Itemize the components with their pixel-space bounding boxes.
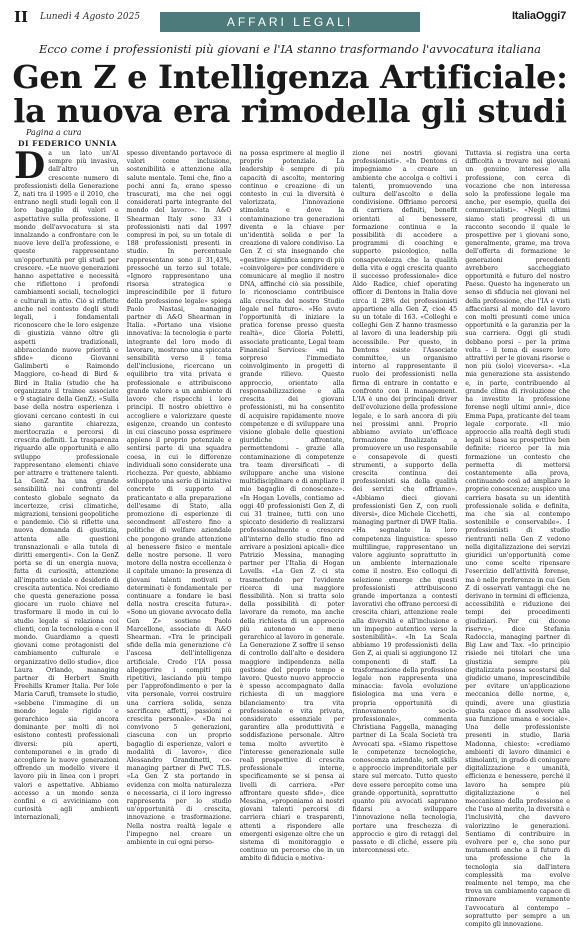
column-text: Tuttavia si registra una certa difficoltà a trovare nei giovani un genuino interesse alla professione, con cerca di vocazione che non interessa solo la professione legale ma anche, per esempio, quella dei commercialisti». «Negli ultimi siamo stati progressi di un racconto secondo il quale le prospettive per i giovani sono, generalmente, grame, ma trova dell'offerta di formazione le generazioni precedenti avrebbero saccheggiato opportunità e futuro del nostro Paese. Questo ha ingenerato un senso di sfiducia nei giovani nel della professione, che l'IA e visti affacciarsi al mondo del lavoro con molti presunti come unica opportunità e la garanzia per la sua carriera. Oggi gli studi debbano porsi – per la prima volta – il tema di essere loro attrattivi per le giovani risorse e non più (solo) viceversa». «La mia generazione sta assistendo e, in parte, contribuendo al grande clima di rivoluzione che ha investito la professione forense negli ultimi anni», dice Emma Papa, praticante del team legale corporate. «Il mio approccio alla realtà degli studi legali si basa su prospettive ben definite: ricerco per la mia formazione un contesto che permetta di mettersi costantemente alla prova, continuando così ad ampliare le proprie conoscenze; auspico una carriera basata su un identità professionale solida e definita, ma che sia al contempo sostenibile e conservabile». I professionisti di studio rientranti nella Gen Z vedono nella digitalizzazione dei servizi giuridici un'opportunità come uno come scelte ripensare l'esercizio dell'attività forense, ma è nelle preferenze in cui Gen Z di osservati vantaggi che ne derivano in termini di efficienza, accessibilità e riduzione dei tempi dei procedimenti giudiziari. Per cui dicono riserve», dice Stefania Radoccia, managing partner di Big Law and Tax. «Io principio risiede nei titolari che una giustizia sempre più digitalizzata possa scostarsi dal giudicio umano, imprescindibile per evitare un'applicazione meccanica delle norme, e, quindi, avere una giustizia giusta capace di assolvere alla sua funzione umana e sociale». Una delle professioniste presenti in studio, Ilaria Madonna, chiesto: «crediamo ambienti di lavoro dinamici e stimolanti, in grado di coniugare digitalizzazione e umanità, efficienza e benessere, perché il lavoro ha sempre più digitalizzazione e nel meccanismo della professione e che l'uso al merito, la diversità e l'inclusività, che davvero valorizzino le generazioni. Sentiamo di contribuire in evolvere per e, che sono pur mutamenti anche a il futuro di una professione che la tecnologia sia dall'intera complessità ma evolve realmente nel tempo, ma che trova un cambiamento capace di rinnovare veramente l'avvocatura al contempo – soprattutto per sempre a un compito gli innovazione. [465, 150, 570, 929]
article-column-5 [465, 150, 570, 929]
issue-date: Lunedì 4 Agosto 2025 [40, 12, 141, 22]
byline-author: DI FEDERICO UNNIA [18, 139, 117, 148]
section-banner: AFFARI LEGALI [160, 12, 420, 32]
headline-line-1: Gen Z e Intelligenza Artificiale: [12, 58, 568, 96]
article-body [14, 145, 570, 929]
article-column-2 [126, 150, 232, 847]
page-number: II [14, 8, 29, 26]
brand-logo: ItaliaOggi7 [511, 10, 566, 22]
article-headline [10, 60, 570, 128]
article-column-1 [14, 145, 119, 822]
byline-label: Pagina a cura [26, 128, 82, 137]
article-kicker: Ecco come i professionisti più giovani e l'IA stanno trasformando l'avvocatura italiana [38, 42, 542, 56]
column-text: na possa esprimere al meglio il proprio potenziale. La leadership è sempre di più capacità di ascolto, mentoring continuo e creazione di un contesto in cui la diversità è valorizzata, l'innovazione stimolata e dove la contaminazione tra generazioni diventa e la chiave per un'identità solida e per la creazione di valore condiviso. La Gen Z ci sta insegnando che «gestire» significa sempre di più «coinvolgere» per condividere e comunicare al meglio il nostro DNA, affinché ciò sia possibile, lo riconosciamo contribuisce alla crescita del nostro Studio legale nel futuro». «Ho avuto l'opportunità di iniziare la pratica forense presso questa realtà», dice Gloria Poletti, associate praticante, Legal team Financial Services: «mi ha sorpreso l'immediato coinvolgimento in progetti di grande rilievo. Questo approccio, orientato alla responsabilizzazione e alla crescita dei giovani professionisti, mi ha consentito di acquisire rapidamente nuove competenze e di sviluppare una visione globale delle questioni giuridiche affrontate, permettendomi – grazie alla contaminazione di competenze tra team diversificati – di sviluppare anche una visione multidisciplinare e di ampliare il mio bagaglio di conoscenze». «In Hogan Lovells, contiamo ad oggi 40 professionisti Gen Z, di cui 31 trainee, tutti con uno spiccato desiderio di realizzarsi professionalmente e crescere all'interno dello studio fino ad arrivare a posizioni apicali» dice Patrizio Messina, managing partner per l'Italia di Hogan Lovells. «La Gen Z ci sta trasmettendo per l'evidente ricerca di una maggiore flessibilità. Non si tratta solo della possibilità di poter lavorare da remoto, ma anche della richiesta di un approccio più autonomo e meno gerarchico al lavoro in generale. La Generazione Z soffre il senso di controllo dall'alto e desidera maggiore indipendenza nella gestione del proprio tempo e lavoro. Questo nuovo approccio è spesso accompagnato dalla richiesta di un maggiore bilanciamento tra vita professionale e vita privata, considerato essenziale per garantire alla produttività e soddisfazione personale. Altro tema molto avvertito è l'interesse generazionale sulle reali prospettive di crescita professionale interne, specificamente se si pensa ai livelli di carriera. «Per affrontare queste sfide», dice Messina, «proponiamo ai nostri giovani talenti percorsi di carriera chiari e trasparenti, attenti a rispondere alle emergenti esigenze oltre che un sistema di monitoraggio e continuo un percorso che in un ambito di fiducia e motiva- [239, 150, 345, 863]
article-column-4 [352, 150, 458, 855]
column-text: spesso diventando portavoce di valori come inclusione, sostenibilità e attenzione alla salute mentale. Temi che, fino a pochi anni fa, erano spesso trascurati, ma che nei oggi considerati parte integrante del mondo del lavoro». In A&O Shearman Italy sono 33 i professionisti nati dal 1997 compresi in poi, su un totale di 188 professionisti presenti in studio. In percentuale rappresentano sono il 31,43%, pressoché un terzo sul totale. «Ignoro rappresentano una risorsa strategica e imprescindibile per il futuro della professione legale» spiega Paolo Nastasi, managing partner di A&O Shearman in Italia. «Portano una visione innovativa: la tecnologia è parte integrante del loro modo di lavorare, mostrano una spiccata sensibilità verso il tema dell'inclusione, ricercano un equilibrio tra vita privata e professionale e attribuiscono grande valore a un ambiente di lavoro che rispecchi i loro principi. Il nostro obiettivo è accogliere e valorizzare queste esigenze, creando un contesto in cui ciascuno possa esprimere appieno il proprio potenziale e sentirsi parte di una squadra coesa, in cui le differenze individuali sono considerate una ricchezza. Per questo, abbiamo sviluppato una serie di iniziative concrete di supporto al praticantato e alla preparazione dell'esame di Stato, alla promozione di esperienze di secondment all'estero fino a politiche di welfare aziendale che pongono grande attenzione al benessere fisico e mentale delle nostre persone. Il vero motore della nostra eccellenza è il capitale umano: la presenza di giovani talenti motivati e determinati è fondamentale per continuare a fondare le basi della nostra crescita futura». «Sono un giovane avvocato della Gen Z» sostiene Paolo Marcellone, associate di A&O Shearman. «Tra le principali sfide della mia generazione c'è l'ascesa dell'intelligenza artificiale. Credo l'IA possa alleggerire i compiti più ripetitivi, lasciando più tempo per l'approfondimento e per la vita personale, vorrei costruire una carriera solida, senza sacrificare affetti, passioni e crescita personale». «Da noi convivono 5 generazioni, ciascuna con un proprio bagaglio di esperienze, valori e modalità di lavoro», dice Alessandro Grandinetti, co-managing partner di PwC TLS. «La Gen Z sta portando in evidenza con molta naturalezza e necessaria, ci il loro ingresso rappresenta per lo studio un'opportunità di crescita, innovazione e trasformazione. Nella nostra realtà legale e l'impegno nel creare un ambiente in cui ogni perso- [126, 150, 232, 847]
column-text: zione nei nostri giovani professionisti». «In Dentons ci impegniamo a creare un ambiente che accolga e coltivi i talenti, promuovendo una cultura dell'ascolto e della condivisione. Offriamo percorsi di carriera definiti, benefit orientati al benessere, formazione continua e la possibilità di accedere a programmi di coaching e supporto psicologico, nella consapevolezza che la qualità della vita e oggi crescita quanto il successo professionale» dice Aldo Radice, chief operating officer di Dentons in Italia dove circa il 28% dei professionisti appartiene alla Gen Z, cioè 45 su un totale di 163. «Colleghi e colleghi Gen Z hanno trasmesso al lavoro di una leadership più accessibile. Per questo, in Dentons esiste l'Associate committee, un organismo interno al rappresentante il ruolo dei professionisti nella firma di entrare in contatto e confronto con il management. L'IA è uno dei principali driver dell'evoluzione della professione legale, e lo sarà ancora di più nei prossimi anni. Proprio abbiamo avviato un'efficace formazione finalizzata a promuovere un uso responsabile e consapevole di questi strumenti, a supporto della crescita continua dei professionisti sia della qualità dei servizi che offriamo». «Abbiamo dieci giovani professionisti Gen Z, con ruoli diversi», dice Michele Cicchetti, managing partner di DWF Italia. «Ha segnalate la loro competenza linguistica: spesso multilingue, rappresentano un valore aggiunto soprattutto in un ambiente internazionale come il nostro. Eso colloqui di selezione emerge che questi professionisti attribuiscono grande importanza a contesti lavorativi che offrano percorsi di crescita chiari, attenzione reale alla diversità e all'inclusione e un impegno autentico verso la sostenibilità». «In La Scala abbiamo 19 professionisti della Gen Z, ai quali si aggiungono 12 componenti di staff. La trasformazione della professione legale non rappresenta una minaccia: favola evoluzione fisiologica ma una vera e propria opportunità di rinnovamento socio-professionale», commenta Christiana Faggella, managing partner di La Scala Società tra Avvocati spa. «Siamo rispettose le competenze tecnologiche, conoscenza aziendale, soft skills e approccio imprenditoriale per stare sul mercato. Tutto questo deve essere percepito come una grande opportunità, soprattutto quanto più avvocati sapranno fidarsi a sviluppare l'innovazione nella tecnologia, portare una freschezza di approccio e giro di retaggi del passato e di cliché, essere più interconnessi etc. [352, 150, 458, 855]
drop-cap: D [14, 145, 46, 187]
headline-line-2: la nuova era rimodella gli studi [13, 92, 567, 130]
article-column-3 [239, 150, 345, 863]
column-text: a un lato un'AI sempre più invasiva, dall'altro un crescente numero di professionisti della Generazione Z, nati tra il 1995 e il 2010, che entrano negli studi legali con il loro bagaglio di valori e aspettative sulla professione. Il mondo dell'avvocatura si sta innalzando a confrontare con le nuove leve dell'a professione, e queste rappresentano un'opportunità per gli studi per crescere. «Le nuove generazioni hanno aspettative e necessità che riflettono i profondi cambiamenti sociali, tecnologici e culturali in atto. Ciò si riflette anche nel contesto degli studi legali, i fondamentali riconoscere che le loro esigenze di giustizia vanno oltre gli aspetti tradizionali, abbracciando nuove priorità e sfide» dicono Giovanni Galimberti e Raimondo Maggiore, co-head di Bird & Bird in Italia (studio che ha organizzato il trainee associate e 9 stagiaire della GenZ). «Sulla base della nostra esperienza i giovani cercano contesti in cui siano garantite chiarezza, meritocrazia e percorsi di crescita definiti. La trasparenza riguardo alle opportunità e allo sviluppo professionale rappresentano elementi chiave per attrarre e trattenere talenti. La GenZ ha una grande sensibilità nei confronti del contesto globale segnato da incertezze, crisi climatiche, migrazioni, tensioni geopolitiche e pandemie. Ciò si riflette una nuova domanda di giustizia, attenta alle questioni transnazionali e alla tutela di diritti emergenti». Con la GenZ porta se di un energia nuova, fatta di curiosità, attenzione all'impatto sociale e desiderio di crescita autentica. Noi crediamo che questa generazione possa giocare un ruolo chiave nel trasformare il modo in cui lo studio legale si relaziona coi clienti, con la tecnologia e con il mondo. Guardiamo a questi giovani come protagonisti del cambiamento culturale e organizzativo dello studio», dice Laura Orlando, managing partner di Herbert Smith Freehills Kramer Italia. Per Iole Maria Carufi, tramsete lo studio, «sebbene l'immagine di un mondo legale rigido e gerarchico sia ancora dominante per molti di noi esistono contesti professionali diversi: più aperti, contemporanei e in grado di accogliere le nuove generazioni offrendo un modello vivere il lavoro più in linea con i propri valori e aspettative. Abbiamo accesso a un mondo senza confini e ci avviciniamo con curiosità agli ambienti internazionali, [14, 150, 119, 822]
